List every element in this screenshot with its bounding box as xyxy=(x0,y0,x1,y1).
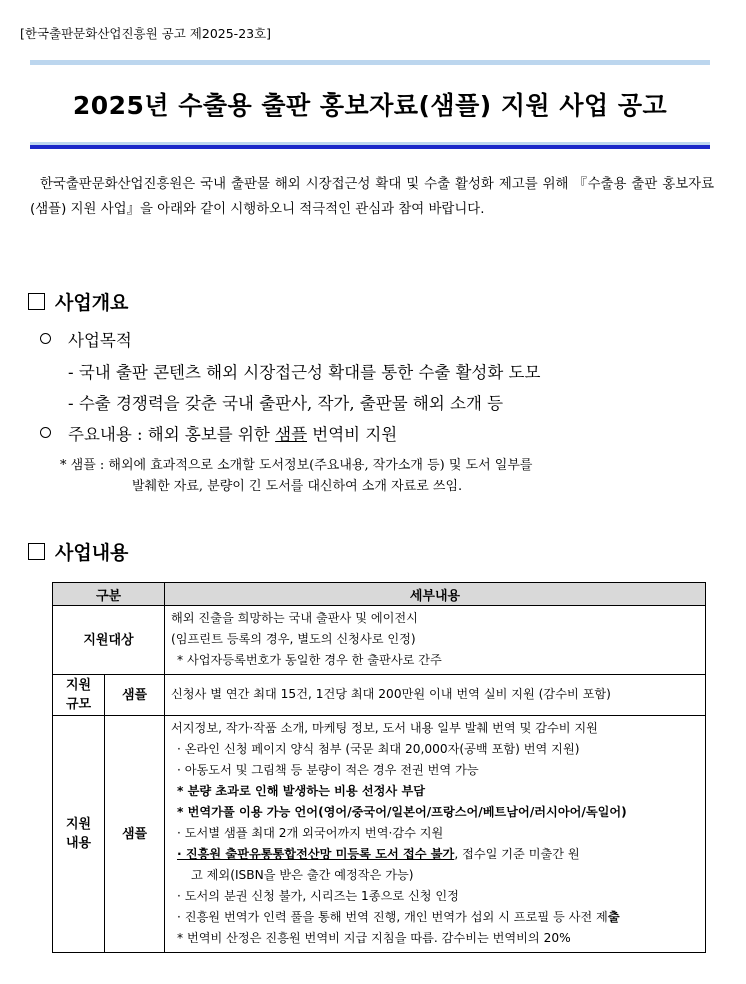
target-line-3: * 사업자등록번호가 동일한 경우 한 출판사로 간주 xyxy=(177,653,442,667)
content-label-2: 내용 xyxy=(65,836,92,851)
content-line: · 아동도서 및 그림책 등 분량이 적은 경우 전권 번역 가능 xyxy=(177,763,479,777)
intro-text: 한국출판문화산업진흥원은 국내 출판물 해외 시장접근성 확대 및 수출 활성화 제고를 위해 『수출용 출판 홍보자료(샘플) 지원 사업』을 아래와 같이 시행하오니 적극적인 관심과 참여 바랍니다. xyxy=(30,177,714,217)
content-detail xyxy=(165,716,706,953)
main-content-label: 주요내용 : 해외 홍보를 위한 xyxy=(68,425,270,444)
purpose-item-2: - 수출 경쟁력을 갖춘 국내 출판사, 작가, 출판물 해외 소개 등 xyxy=(68,394,504,413)
content-line-a: · 진흥원 번역가 인력 풀을 통해 번역 진행, 개인 번역가 섭외 시 프로필 등 사전 제 xyxy=(177,910,608,924)
table-row-scale xyxy=(53,675,706,716)
content-line: 서지정보, 작가·작품 소개, 마케팅 정보, 도서 내용 일부 발췌 번역 및 감수비 지원 xyxy=(171,721,598,735)
notice-number: [한국출판문화산업진흥원 공고 제2025-23호] xyxy=(20,26,272,41)
intro-paragraph xyxy=(30,172,714,222)
content-label-1: 지원 xyxy=(65,817,92,832)
checkbox-square-icon xyxy=(28,543,45,560)
table-header-row xyxy=(53,583,706,606)
circle-bullet-icon xyxy=(40,333,51,344)
scale-label xyxy=(53,675,105,716)
content-line: * 분량 초과로 인해 발생하는 비용 선정사 부담 xyxy=(177,784,425,798)
content-line-rest: , 접수일 기준 미출간 원 xyxy=(454,847,580,861)
table-row-target xyxy=(53,606,706,675)
purpose-title: 사업목적 xyxy=(68,331,132,350)
page-title: 2025년 수출용 출판 홍보자료(샘플) 지원 사업 공고 xyxy=(72,91,668,120)
purpose-heading xyxy=(40,330,132,352)
content-line-bold: · 진흥원 출판유통통합전산망 미등록 도서 접수 불가 xyxy=(177,847,455,861)
sample-note-line-1: * 샘플 : 해외에 효과적으로 소개할 도서정보(주요내용, 작가소개 등) 및 도서 일부를 xyxy=(60,458,533,473)
checkbox-square-icon xyxy=(28,293,45,310)
scale-label-2: 규모 xyxy=(65,697,92,712)
sample-note-line-2: 발췌한 자료, 분량이 긴 도서를 대신하여 소개 자료로 쓰임. xyxy=(132,479,463,494)
content-line xyxy=(171,844,699,865)
main-content-line xyxy=(40,424,397,446)
main-content-suffix: 번역비 지원 xyxy=(312,425,398,444)
header-detail: 세부내용 xyxy=(165,583,706,606)
target-label: 지원대상 xyxy=(53,606,165,675)
content-line xyxy=(171,907,699,928)
target-line-1: 해외 진출을 희망하는 국내 출판사 및 에이전시 xyxy=(171,611,418,625)
details-table xyxy=(52,582,706,953)
sample-definition-note xyxy=(60,455,720,497)
section-overview-label: 사업개요 xyxy=(55,292,129,314)
title-rule-top xyxy=(30,60,710,65)
scale-label-1: 지원 xyxy=(65,678,92,693)
table-row-content xyxy=(53,716,706,953)
section-details-heading xyxy=(28,540,128,566)
header-category: 구분 xyxy=(53,583,165,606)
content-line: * 번역비 산정은 진흥원 번역비 지급 지침을 따름. 감수비는 번역비의 20% xyxy=(177,931,571,945)
section-overview-heading xyxy=(28,290,128,316)
main-content-keyword: 샘플 xyxy=(275,425,308,444)
content-line: * 번역가풀 이용 가능 언어(영어/중국어/일본어/프랑스어/베트남어/러시아어/독일어) xyxy=(177,805,627,819)
purpose-item-1: - 국내 출판 콘텐츠 해외 시장접근성 확대를 통한 수출 활성화 도모 xyxy=(68,363,541,382)
content-line: 고 제외(ISBN을 받은 출간 예정작은 가능) xyxy=(191,868,414,882)
content-sample-label: 샘플 xyxy=(105,716,165,953)
content-line: · 도서의 분권 신청 불가, 시리즈는 1종으로 신청 인정 xyxy=(177,889,459,903)
target-detail xyxy=(165,606,706,675)
content-line-b: 출 xyxy=(607,910,620,924)
target-line-2: (임프린트 등록의 경우, 별도의 신청사로 인정) xyxy=(171,632,416,646)
content-line: · 도서별 샘플 최대 2개 외국어까지 번역·감수 지원 xyxy=(177,826,444,840)
content-label xyxy=(53,716,105,953)
content-line: · 온라인 신청 페이지 양식 첨부 (국문 최대 20,000자(공백 포함) 번역 지원) xyxy=(177,742,580,756)
scale-detail: 신청사 별 연간 최대 15건, 1건당 최대 200만원 이내 번역 실비 지원 (감수비 포함) xyxy=(165,675,706,716)
circle-bullet-icon xyxy=(40,427,51,438)
section-details-label: 사업내용 xyxy=(55,542,129,564)
scale-sample-label: 샘플 xyxy=(105,675,165,716)
title-rule-bottom xyxy=(30,145,710,149)
